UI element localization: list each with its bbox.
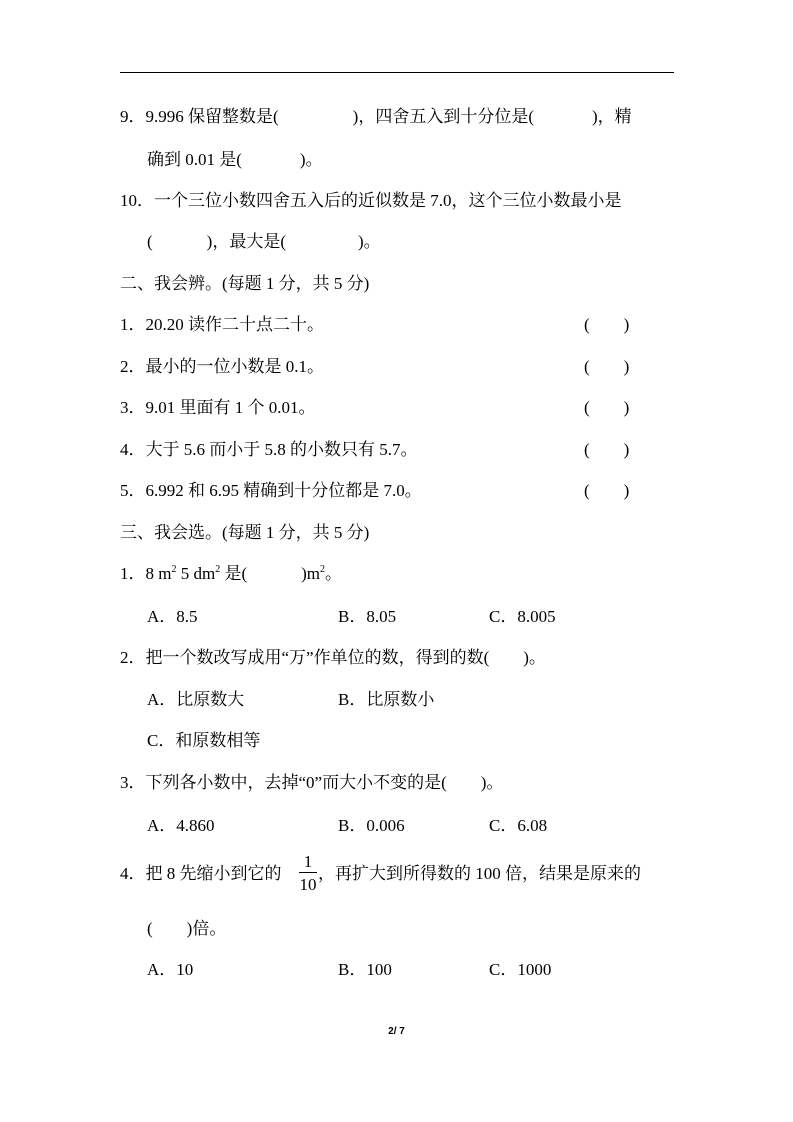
choice-1-option-c[interactable]: C．8.005 (489, 607, 556, 626)
question-10-part-d: )。 (358, 232, 381, 251)
choice-question-4-pre: 4．把 8 先缩小到它的 (120, 864, 282, 883)
choice-3-option-a[interactable]: A．4.860 (147, 816, 215, 835)
choice-4-option-b[interactable]: B．100 (338, 960, 392, 979)
choice-question-4-post: ，再扩大到所得数的 100 倍，结果是原来的 (318, 864, 641, 883)
question-10-part-c: )，最大是( (206, 232, 286, 251)
question-9-number: 9． (120, 107, 146, 126)
judge-bracket-5[interactable]: ( ) (584, 481, 630, 500)
question-10-line2 (147, 232, 381, 252)
judge-item-2: 2．最小的一位小数是 0.1。 (120, 357, 324, 376)
question-10-part-a: 一个三位小数四舍五入后的近似数是 7.0，这个三位小数最小是 (154, 191, 622, 210)
choice-2-option-b[interactable]: B．比原数小 (338, 690, 435, 709)
choice-question-2: 2．把一个数改写成用“万”作单位的数，得到的数( )。 (120, 648, 546, 667)
judge-bracket-2[interactable]: ( ) (584, 357, 630, 376)
judge-bracket-4[interactable]: ( ) (584, 440, 630, 459)
question-9-line1 (120, 107, 632, 127)
judge-item-1: 1．20.20 读作二十点二十。 (120, 315, 324, 334)
superscript: 2 (171, 564, 177, 575)
judge-bracket-1[interactable]: ( ) (584, 315, 630, 334)
choice-2-option-a[interactable]: A．比原数大 (147, 690, 245, 709)
judge-item-3: 3．9.01 里面有 1 个 0.01。 (120, 398, 316, 417)
choice-2-option-c[interactable]: C．和原数相等 (147, 731, 261, 750)
fraction-one-tenth (298, 852, 318, 894)
judge-item-5: 5．6.992 和 6.95 精确到十分位都是 7.0。 (120, 481, 422, 500)
fraction-bar (299, 872, 317, 873)
question-9-line2 (147, 150, 323, 170)
question-9-part-a: 9.996 保留整数是( (145, 107, 279, 126)
question-10-line1 (120, 191, 622, 211)
fraction-denominator: 10 (299, 875, 317, 894)
judge-item-4: 4．大于 5.6 而小于 5.8 的小数只有 5.7。 (120, 440, 418, 459)
choice-3-option-c[interactable]: C．6.08 (489, 816, 548, 835)
question-9-part-d: 确到 0.01 是( (147, 150, 242, 169)
choice-1-option-a[interactable]: A．8.5 (147, 607, 198, 626)
fraction-numerator: 1 (303, 852, 313, 871)
choice-1-pre: 1．8 m (120, 564, 172, 583)
choice-1-post2: )m (301, 564, 321, 583)
choice-1-end: 。 (325, 564, 343, 583)
question-10-part-b: ( (147, 232, 153, 251)
choice-3-option-b[interactable]: B．0.006 (338, 816, 405, 835)
choice-1-option-b[interactable]: B．8.05 (338, 607, 397, 626)
question-9-part-b: )，四舍五入到十分位是( (352, 107, 534, 126)
superscript: 2 (215, 564, 221, 575)
choice-question-1 (120, 564, 342, 584)
question-9-part-c: )，精 (592, 107, 632, 126)
question-10-number: 10． (120, 191, 154, 210)
choice-4-option-a[interactable]: A．10 (147, 960, 194, 979)
choice-1-mid: 5 dm (176, 564, 216, 583)
section-2-title: 二、我会辨。(每题 1 分，共 5 分) (120, 274, 370, 293)
choice-1-post: 是( (220, 564, 248, 583)
choice-4-option-c[interactable]: C．1000 (489, 960, 552, 979)
question-9-part-e: )。 (299, 150, 323, 169)
choice-question-4-line2: ( )倍。 (147, 919, 227, 938)
choice-question-3: 3．下列各小数中，去掉“0”而大小不变的是( )。 (120, 773, 504, 792)
superscript: 2 (320, 564, 326, 575)
page-number: 2/ 7 (388, 1026, 405, 1037)
judge-bracket-3[interactable]: ( ) (584, 398, 630, 417)
header-rule (120, 72, 674, 73)
section-3-title: 三、我会选。(每题 1 分，共 5 分) (120, 523, 370, 542)
